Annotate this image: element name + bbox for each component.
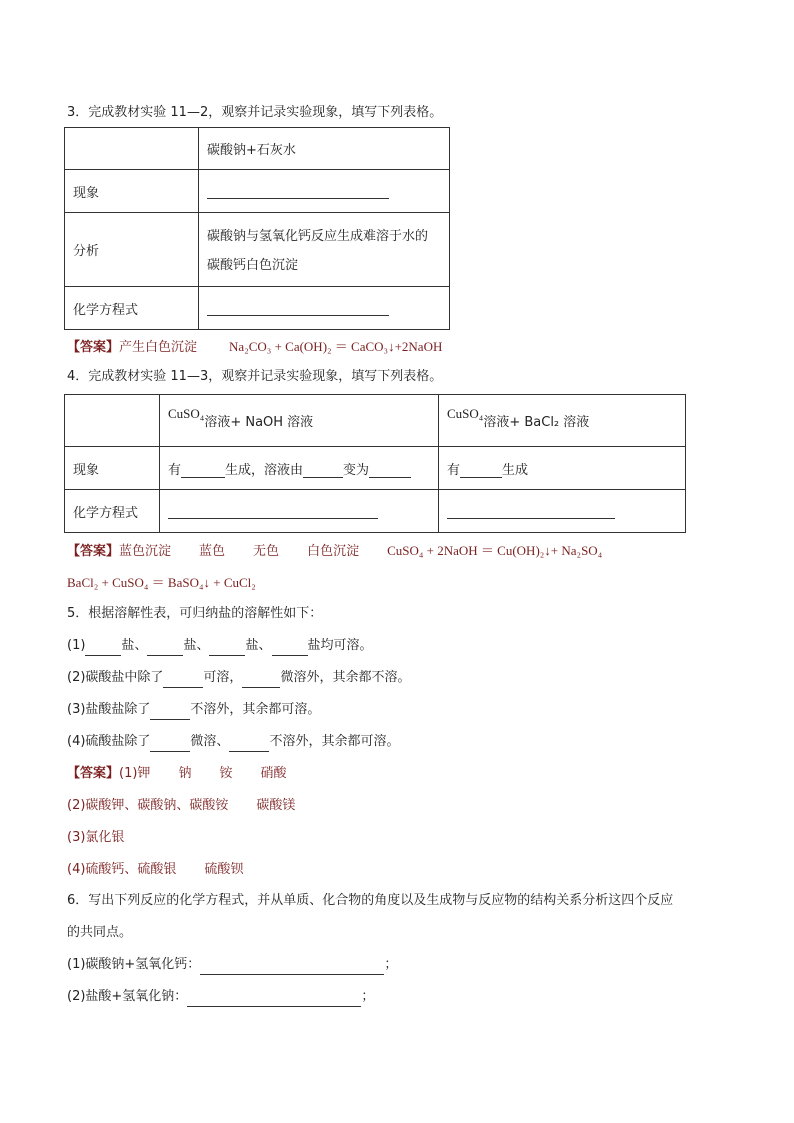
q6-title-line-1: 6．写出下列反应的化学方程式，并从单质、化合物的角度以及生成物与反应物的结构关系分析这四个反应 <box>67 893 674 908</box>
q5-text: 盐 <box>245 638 259 653</box>
q5-answer-item: (1)钾 <box>119 766 151 781</box>
q5-item-2 <box>67 668 410 688</box>
q5-text: 不溶外，其余都可溶。 <box>269 734 400 749</box>
q3-phenomenon-cell[interactable] <box>199 170 450 213</box>
q6-title-line-2: 的共同点。 <box>67 925 133 940</box>
q5-text: (3)盐酸盐除了 <box>67 702 151 717</box>
q5-title: 5．根据溶解性表，可归纳盐的溶解性如下： <box>67 606 323 621</box>
q4-answer-item: 蓝色 <box>199 544 226 559</box>
q4-answer <box>67 541 602 562</box>
q4-text: 生成 <box>502 462 529 478</box>
q5-text: 可溶， <box>203 670 243 685</box>
q5-text: 不溶外，其余都可溶。 <box>190 702 321 717</box>
q4-text: 生成，溶液由 <box>225 462 304 478</box>
q5-text: 盐均可溶。 <box>307 638 373 653</box>
q5-text: (2)碳酸盐中除了 <box>67 670 164 685</box>
q5-answer-item: 碳酸镁 <box>256 798 296 813</box>
q4-phenomenon-cell-1[interactable] <box>160 447 439 490</box>
q3-corner-cell <box>65 128 199 170</box>
q3-equation-cell[interactable] <box>199 287 450 330</box>
q5-text: 盐 <box>121 638 135 653</box>
q5-answer-item: 钠 <box>178 766 192 781</box>
q4-phenomenon-cell-2[interactable] <box>439 447 686 490</box>
q4-equation-cell-2[interactable] <box>439 490 686 533</box>
q4-answer-equation-2: BaCl₂ + CuSO₄ ＝ BaSO₄↓ + CuCl₂ <box>67 575 256 590</box>
q3-row-label: 化学方程式 <box>65 287 199 330</box>
q4-col2-reagents: 溶液+ BaCl₂ 溶液 <box>483 415 590 430</box>
q4-answer-equation: CuSO₄ + 2NaOH ＝ Cu(OH)₂↓+ Na₂SO₄ <box>387 543 603 558</box>
q5-item-3 <box>67 700 320 720</box>
q5-text: 盐 <box>183 638 197 653</box>
q5-text: (4)硫酸盐除了 <box>67 734 151 749</box>
q5-text: (1) <box>67 638 86 653</box>
q3-row-label: 分析 <box>65 213 199 287</box>
answer-tag: 【答案】 <box>67 340 120 355</box>
q5-item-1: (1) 盐、 盐、 盐、 盐均可溶。 <box>67 636 373 656</box>
q4-answer-item: 白色沉淀 <box>307 544 360 559</box>
q4-row-label: 化学方程式 <box>65 490 160 533</box>
q4-col1-reagents: 溶液+ NaOH 溶液 <box>204 415 314 430</box>
q4-header-cell-2 <box>439 395 686 447</box>
q6-item-2 <box>67 987 374 1007</box>
q5-answer-1 <box>67 764 286 784</box>
q3-header-cell: 碳酸钠+石灰水 <box>199 128 450 170</box>
q6-answer-blank[interactable] <box>187 992 361 1007</box>
q5-item-4 <box>67 732 399 752</box>
q4-row-label: 现象 <box>65 447 160 490</box>
q5-answer-item: 铵 <box>219 766 233 781</box>
q3-answer <box>67 337 442 358</box>
q4-text: 有 <box>168 462 182 478</box>
q4-corner-cell <box>65 395 160 447</box>
q4-answer-item: 蓝色沉淀 <box>119 544 172 559</box>
q5-answer-2 <box>67 796 295 816</box>
q4-text: 变为 <box>343 462 370 478</box>
q5-answer-item: 硫酸钡 <box>204 862 244 877</box>
q3-answer-equation: Na₂CO₃ + Ca(OH)₂ ＝ CaCO₃↓+2NaOH <box>229 339 443 354</box>
q6-text: (2)盐酸+氢氧化钠： <box>67 989 188 1004</box>
q3-title: 3．完成教材实验 11—2，观察并记录实验现象，填写下列表格。 <box>67 105 443 120</box>
q3-analysis-line: 碳酸钠与氢氧化钙反应生成难溶于水的 <box>207 228 429 244</box>
answer-tag: 【答案】 <box>67 544 120 559</box>
q5-answer-item: (4)硫酸钙、硫酸银 <box>67 862 177 877</box>
q5-answer-4 <box>67 860 243 880</box>
q4-col1-formula: CuSO₄ <box>168 406 205 421</box>
q5-text: 微溶、 <box>190 734 230 749</box>
q6-text: (1)碳酸钠+氢氧化钙： <box>67 957 201 972</box>
q3-table <box>64 127 450 330</box>
q4-answer-item: 无色 <box>253 544 280 559</box>
q4-equation-cell-1[interactable] <box>160 490 439 533</box>
q6-answer-blank[interactable] <box>200 960 384 975</box>
q5-answer-3: (3)氯化银 <box>67 830 125 845</box>
q4-header-cell-1 <box>160 395 439 447</box>
q4-col2-formula: CuSO₄ <box>447 406 484 421</box>
q5-text: 微溶外，其余都不溶。 <box>280 670 411 685</box>
q6-item-1 <box>67 955 397 975</box>
answer-tag: 【答案】 <box>67 766 120 781</box>
q4-text: 有 <box>447 462 461 478</box>
q4-table <box>64 394 686 533</box>
q3-analysis-line: 碳酸钙白色沉淀 <box>207 257 299 273</box>
q5-answer-item: 硝酸 <box>260 766 287 781</box>
q3-analysis-cell <box>199 213 450 287</box>
q3-answer-text: 产生白色沉淀 <box>119 340 198 355</box>
q6-text: ； <box>384 957 398 972</box>
q4-title: 4．完成教材实验 11—3，观察并记录实验现象，填写下列表格。 <box>67 369 443 384</box>
q6-text: ； <box>361 989 375 1004</box>
q5-answer-item: (2)碳酸钾、碳酸钠、碳酸铵 <box>67 798 229 813</box>
q3-row-label: 现象 <box>65 170 199 213</box>
